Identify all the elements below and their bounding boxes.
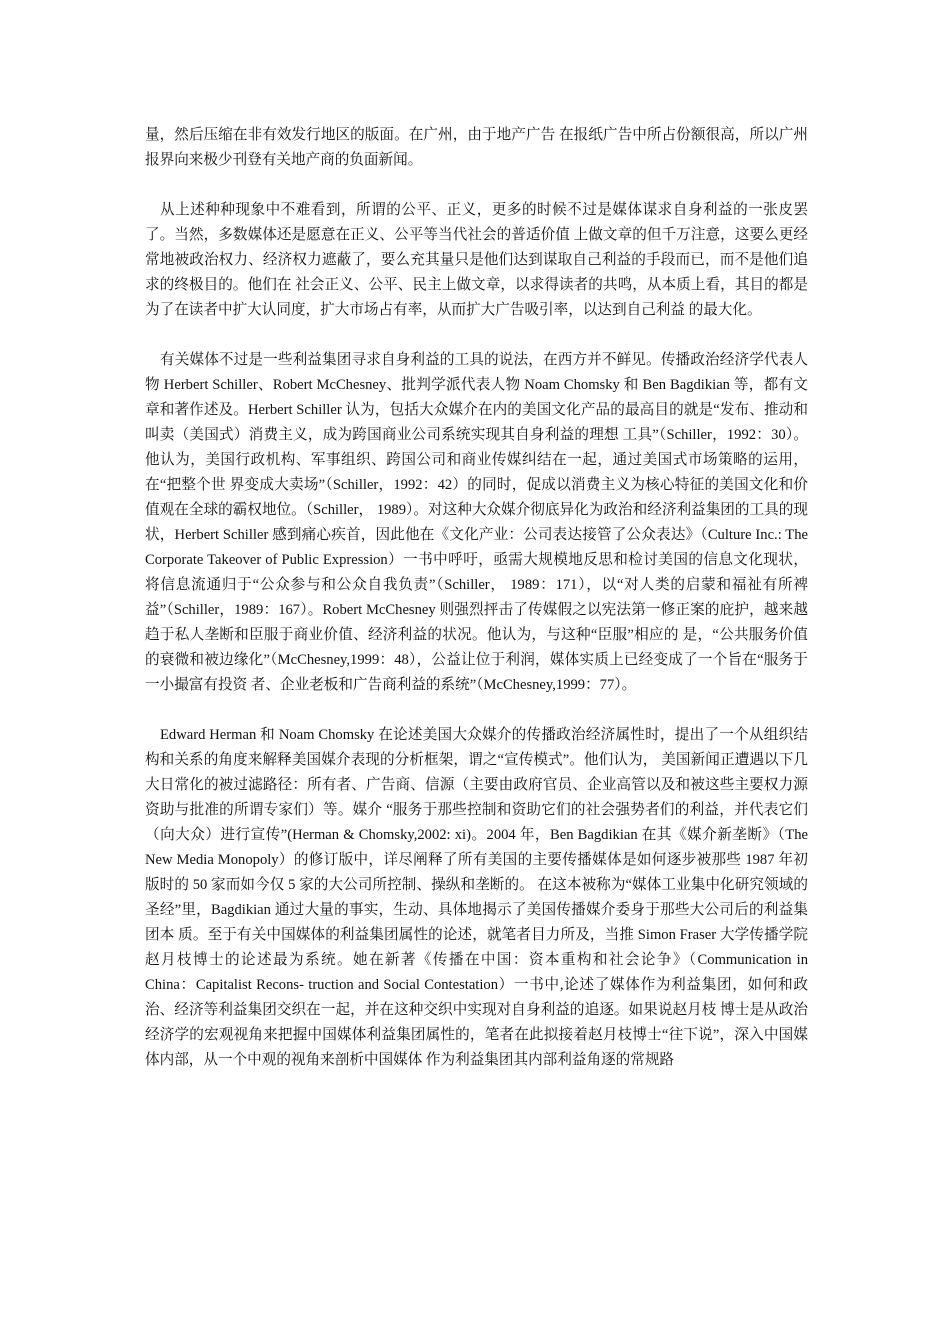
document-page bbox=[145, 123, 808, 1073]
paragraph-3: 有关媒体不过是一些利益集团寻求自身利益的工具的说法，在西方并不鲜见。传播政治经济学代表人物 Herbert Schiller、Robert McChesney、批判学派代表人物 Noam Chomsky 和 Ben Bagdikian 等，都有文章和著作述及。Herbert Schiller 认为，包括大众媒介在内的美国文化产品的最高目的就是“发布、推动和叫卖（美国式）消费主义，成为跨国商业公司系统实现其自身利益的理想 工具”（Schiller，1992：30）。他认为，美国行政机构、军事组织、跨国公司和商业传媒纠结在一起，通过美国式市场策略的运用，在“把整个世 界变成大卖场”（Schiller，1992：42）的同时，促成以消费主义为核心特征的美国文化和价值观在全球的霸权地位。（Schiller， 1989）。对这种大众媒介彻底异化为政治和经济利益集团的工具的现状，Herbert Schiller 感到痛心疾首，因此他在《文化产业：公司表达接管了公众表达》（Culture Inc.: The Corporate Takeover of Public Expression）一书中呼吁，亟需大规模地反思和检讨美国的信息文化现状，将信息流通归于“公众参与和公众自我负责”（Schiller， 1989：171），以“对人类的启蒙和福祉有所裨益”（Schiller，1989：167）。Robert McChesney 则强烈抨击了传媒假之以宪法第一修正案的庇护，越来越趋于私人垄断和臣服于商业价值、经济利益的状况。他认为，与这种“臣服”相应的 是，“公共服务价值的衰微和被边缘化”（McChesney,1999：48），公益让位于利润，媒体实质上已经变成了一个旨在“服务于一小撮富有投资 者、企业老板和广告商利益的系统”（McChesney,1999：77）。 bbox=[145, 352, 808, 693]
paragraph-1: 量，然后压缩在非有效发行地区的版面。在广州，由于地产广告 在报纸广告中所占份额很高，所以广州报界向来极少刊登有关地产商的负面新闻。 bbox=[145, 127, 808, 168]
paragraph-4: Edward Herman 和 Noam Chomsky 在论述美国大众媒介的传播政治经济属性时，提出了一个从组织结构和关系的角度来解释美国媒介表现的分析框架，谓之“宣传模式”。他们认为， 美国新闻正遭遇以下几大日常化的被过滤路径：所有者、广告商、信源（主要由政府官员、企业高管以及和被这些主要权力源资助与批准的所谓专家们）等。媒介 “服务于那些控制和资助它们的社会强势者们的利益，并代表它们（向大众）进行宣传”(Herman & Chomsky,2002: xi)。2004 年，Ben Bagdikian 在其《媒介新垄断》（The New Media Monopoly）的修订版中，详尽阐释了所有美国的主要传播媒体是如何逐步被那些 1987 年初版时的 50 家而如今仅 5 家的大公司所控制、操纵和垄断的。 在这本被称为“媒体工业集中化研究领域的圣经”里，Bagdikian 通过大量的事实，生动、具体地揭示了美国传播媒介委身于那些大公司后的利益集团本 质。至于有关中国媒体的利益集团属性的论述，就笔者目力所及，当推 Simon Fraser 大学传播学院赵月枝博士的论述最为系统。她在新著《传播在中国：资本重构和社会论争》（Communication in China：Capitalist Recons- truction and Social Contestation）一书中,论述了媒体作为利益集团，如何和政治、经济等利益集团交织在一起，并在这种交织中实现对自身利益的追逐。如果说赵月枝 博士是从政治经济学的宏观视角来把握中国媒体利益集团属性的，笔者在此拟接着赵月枝博士“往下说”，深入中国媒体内部，从一个中观的视角来剖析中国媒体 作为利益集团其内部利益角逐的常规路 bbox=[145, 727, 808, 1068]
paragraph-2: 从上述种种现象中不难看到，所谓的公平、正义，更多的时候不过是媒体谋求自身利益的一张皮罢了。当然，多数媒体还是愿意在正义、公平等当代社会的普适价值 上做文章的但千万注意，这要么更经常地被政治权力、经济权力遮蔽了，要么充其量只是他们达到谋取自己利益的手段而已，而不是他们追求的终极目的。他们在 社会正义、公平、民主上做文章，以求得读者的共鸣，从本质上看，其目的都是为了在读者中扩大认同度，扩大市场占有率，从而扩大广告吸引率，以达到自己利益 的最大化。 bbox=[145, 202, 808, 318]
